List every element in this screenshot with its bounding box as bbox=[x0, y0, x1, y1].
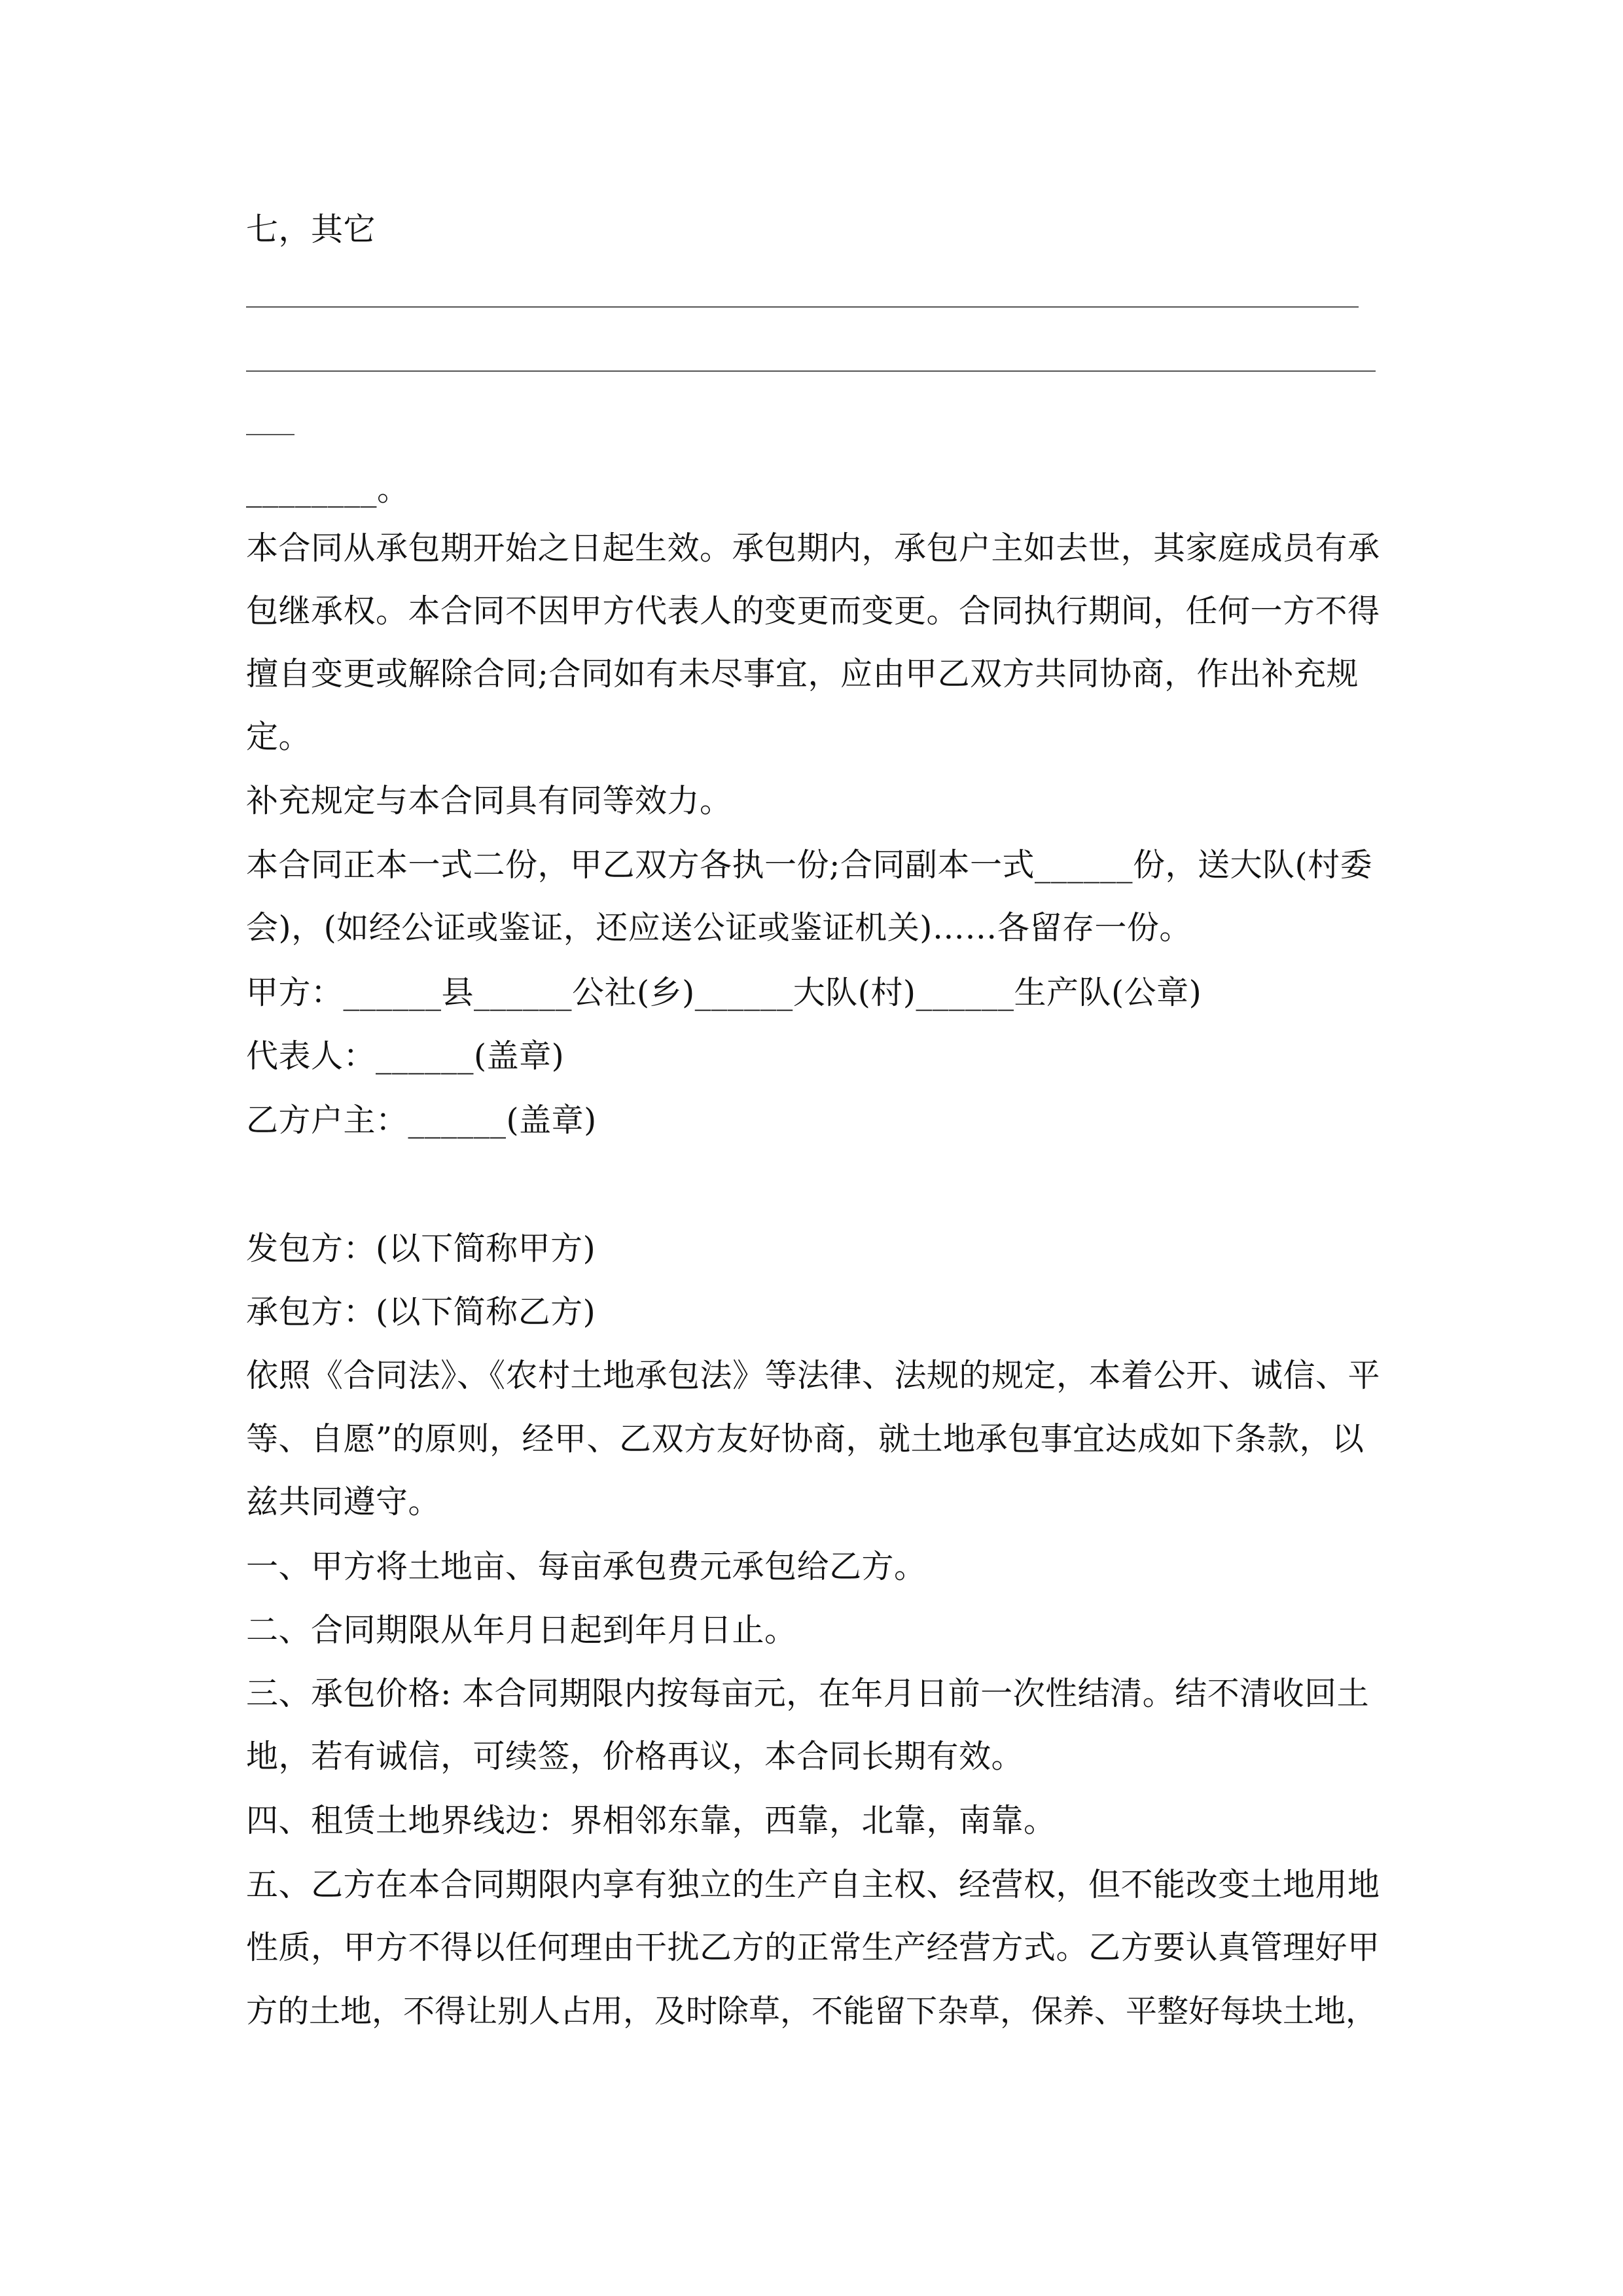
paragraph-line: 包继承权。本合同不因甲方代表人的变更而变更。合同执行期间，任何一方不得 bbox=[246, 592, 1380, 630]
representative-signature-line: 代表人：______(盖章) bbox=[246, 1037, 565, 1075]
paragraph-line: 本合同正本一式二份，甲乙双方各执一份;合同副本一式______份，送大队(村委 bbox=[246, 846, 1373, 884]
party-a-signature-line: 甲方：______县______公社(乡)______大队(村)______生产队(公章) bbox=[246, 974, 1202, 1011]
paragraph-line: 定。 bbox=[246, 718, 312, 755]
clause-line: 性质，甲方不得以任何理由干扰乙方的正常生产经营方式。乙方要认真管理好甲 bbox=[246, 1929, 1380, 1966]
blank-terminator: ________。 bbox=[246, 471, 410, 508]
clause-line: 地，若有诚信，可续签，价格再议，本合同长期有效。 bbox=[246, 1738, 1024, 1775]
paragraph-line: 本合同从承包期开始之日起生效。承包期内，承包户主如去世，其家庭成员有承 bbox=[246, 529, 1380, 567]
fill-in-blank-line bbox=[246, 306, 1359, 308]
clause-line: 一、甲方将土地亩、每亩承包费元承包给乙方。 bbox=[246, 1548, 927, 1585]
clause-line: 三、承包价格: 本合同期限内按每亩元，在年月日前一次性结清。结不清收回土 bbox=[246, 1675, 1370, 1712]
fill-in-blank-line bbox=[246, 434, 294, 435]
paragraph-line: 擅自变更或解除合同;合同如有未尽事宜，应由甲乙双方共同协商，作出补充规 bbox=[246, 655, 1359, 692]
paragraph-line: 补充规定与本合同具有同等效力。 bbox=[246, 782, 732, 819]
clause-line: 二、合同期限从年月日起到年月日止。 bbox=[246, 1611, 797, 1649]
clause-line: 五、乙方在本合同期限内享有独立的生产自主权、经营权，但不能改变土地用地 bbox=[246, 1866, 1380, 1903]
paragraph-line: 会)，(如经公证或鉴证，还应送公证或鉴证机关)……各留存一份。 bbox=[246, 909, 1192, 946]
paragraph-line: 依照《合同法》、《农村土地承包法》等法律、法规的规定，本着公开、诚信、平 bbox=[246, 1357, 1381, 1394]
fill-in-blank-line bbox=[246, 370, 1376, 372]
contractor-line: 承包方：(以下简称乙方) bbox=[246, 1293, 596, 1331]
clause-line: 四、租赁土地界线边：界相邻东靠，西靠，北靠，南靠。 bbox=[246, 1802, 1056, 1839]
clause-line: 方的土地，不得让别人占用，及时除草，不能留下杂草，保养、平整好每块土地， bbox=[246, 1993, 1378, 2030]
party-b-signature-line: 乙方户主：______(盖章) bbox=[246, 1102, 597, 1139]
section-heading: 七，其它 bbox=[246, 211, 376, 248]
paragraph-line: 等、自愿”的原则，经甲、乙双方友好协商，就土地承包事宜达成如下条款，以 bbox=[246, 1420, 1364, 1458]
issuer-line: 发包方：(以下简称甲方) bbox=[246, 1230, 596, 1267]
paragraph-line: 兹共同遵守。 bbox=[246, 1483, 441, 1520]
